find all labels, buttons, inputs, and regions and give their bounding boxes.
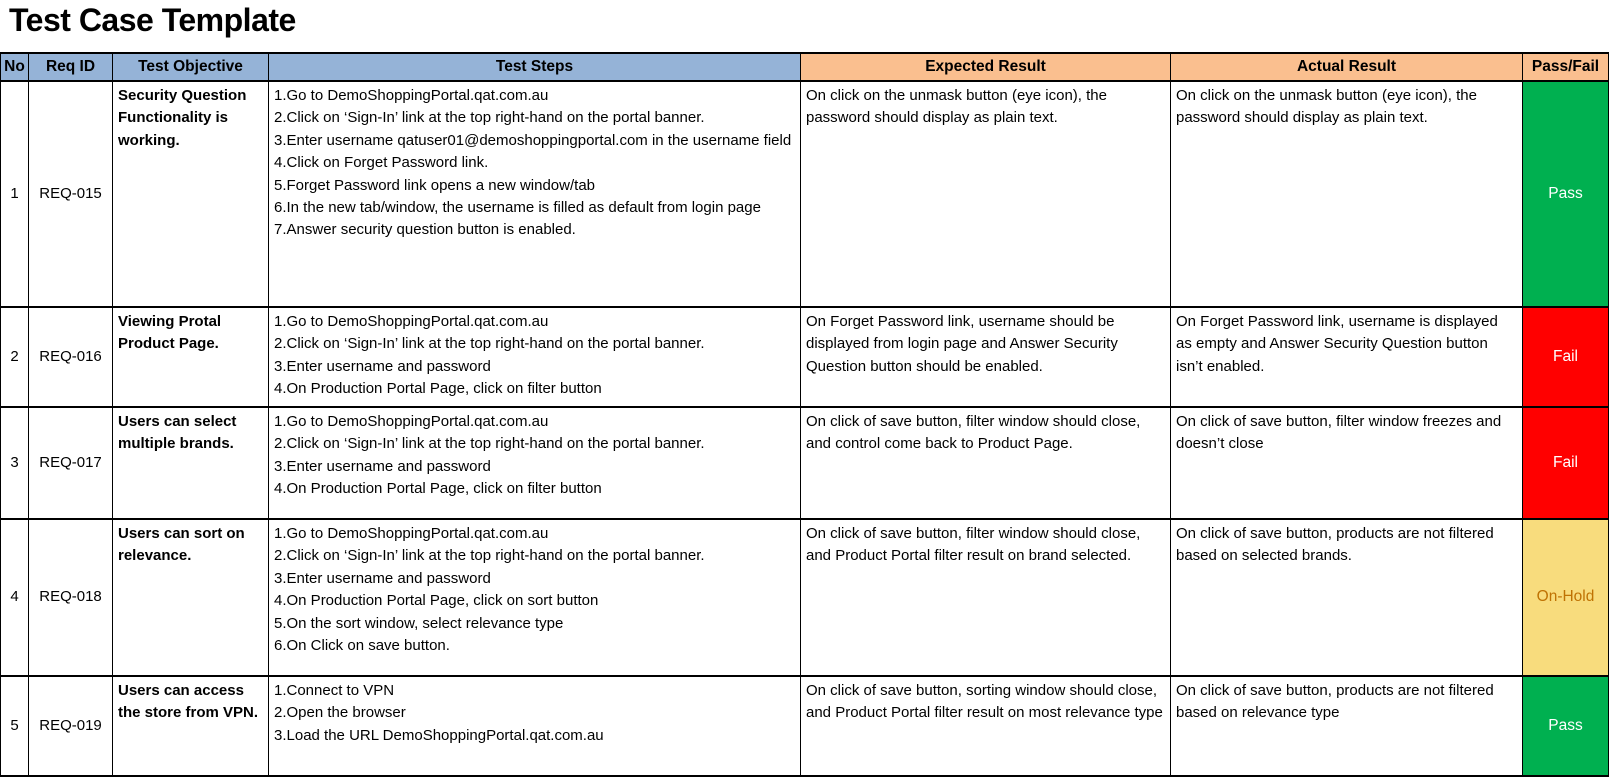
test-step: 4.On Production Portal Page, click on filter button — [274, 380, 602, 398]
cell-test-objective: Users can select multiple brands. — [113, 408, 269, 518]
cell-actual-result: On click of save button, products are not filtered based on relevance type — [1171, 677, 1523, 775]
cell-test-objective: Viewing Protal Product Page. — [113, 308, 269, 406]
test-step: 3.Enter username and password — [274, 357, 491, 375]
table-row — [1, 82, 1609, 308]
page-title: Test Case Template — [9, 2, 296, 38]
test-step: 1.Go to DemoShoppingPortal.qat.com.au — [274, 313, 549, 330]
test-step: 1.Connect to VPN — [274, 682, 395, 699]
cell-test-objective: Users can sort on relevance. — [113, 520, 269, 675]
cell-expected-result: On Forget Password link, username should be displayed from login page and Answer Security Question button should be enabled. — [801, 308, 1171, 406]
table-row — [1, 520, 1609, 677]
test-step: 2.Click on ‘Sign-In’ link at the top right-hand on the portal banner. — [274, 547, 705, 565]
cell-no: 4 — [1, 520, 29, 675]
test-case-table — [0, 52, 1609, 777]
test-step: 3.Enter username and password — [274, 569, 491, 587]
test-step: 4.On Production Portal Page, click on filter button — [274, 480, 602, 498]
test-step: 2.Click on ‘Sign-In’ link at the top right-hand on the portal banner. — [274, 335, 705, 353]
table-header-row — [1, 54, 1609, 82]
cell-test-steps — [269, 677, 801, 775]
status-badge: On-Hold — [1523, 520, 1609, 675]
cell-no: 5 — [1, 677, 29, 775]
cell-test-steps — [269, 408, 801, 518]
cell-no: 1 — [1, 82, 29, 306]
cell-req-id: REQ-018 — [29, 520, 113, 675]
cell-req-id: REQ-015 — [29, 82, 113, 306]
test-step: 2.Click on ‘Sign-In’ link at the top right-hand on the portal banner. — [274, 109, 705, 127]
column-header-req-id: Req ID — [29, 54, 113, 80]
column-header-test-steps: Test Steps — [269, 54, 801, 80]
cell-test-steps — [269, 82, 801, 306]
column-header-no: No — [1, 54, 29, 80]
status-badge: Pass — [1523, 82, 1609, 306]
test-step: 4.On Production Portal Page, click on sort button — [274, 592, 599, 610]
cell-actual-result: On click of save button, products are not filtered based on selected brands. — [1171, 520, 1523, 675]
column-header-test-objective: Test Objective — [113, 54, 269, 80]
test-step: 3.Enter username qatuser01@demoshoppingportal.com in the username field — [274, 131, 792, 149]
test-step: 6.On Click on save button. — [274, 637, 450, 655]
status-badge: Pass — [1523, 677, 1609, 775]
column-header-expected-result: Expected Result — [801, 54, 1171, 80]
test-step: 1.Go to DemoShoppingPortal.qat.com.au — [274, 87, 549, 104]
test-step: 7.Answer security question button is enabled. — [274, 221, 576, 239]
cell-actual-result: On click on the unmask button (eye icon), the password should display as plain text. — [1171, 82, 1523, 306]
test-step: 5.On the sort window, select relevance type — [274, 614, 564, 632]
test-step: 6.In the new tab/window, the username is filled as default from login page — [274, 199, 761, 217]
table-row — [1, 308, 1609, 408]
status-badge: Fail — [1523, 308, 1609, 406]
status-badge: Fail — [1523, 408, 1609, 518]
cell-req-id: REQ-019 — [29, 677, 113, 775]
cell-expected-result: On click of save button, filter window should close, and control come back to Product Page. — [801, 408, 1171, 518]
test-step: 2.Open the browser — [274, 704, 406, 722]
cell-test-steps — [269, 520, 801, 675]
test-step: 5.Forget Password link opens a new window/tab — [274, 176, 596, 194]
column-header-actual-result: Actual Result — [1171, 54, 1523, 80]
cell-test-steps — [269, 308, 801, 406]
cell-test-objective: Security Question Functionality is working. — [113, 82, 269, 306]
cell-no: 2 — [1, 308, 29, 406]
cell-no: 3 — [1, 408, 29, 518]
test-step: 3.Load the URL DemoShoppingPortal.qat.com.au — [274, 726, 604, 744]
cell-expected-result: On click of save button, sorting window should close, and Product Portal filter result on most relevance type — [801, 677, 1171, 775]
table-row — [1, 677, 1609, 777]
cell-actual-result: On click of save button, filter window freezes and doesn’t close — [1171, 408, 1523, 518]
cell-actual-result: On Forget Password link, username is displayed as empty and Answer Security Question button isn’t enabled. — [1171, 308, 1523, 406]
cell-expected-result: On click on the unmask button (eye icon), the password should display as plain text. — [801, 82, 1171, 306]
test-step: 2.Click on ‘Sign-In’ link at the top right-hand on the portal banner. — [274, 435, 705, 453]
table-row — [1, 408, 1609, 520]
test-step: 1.Go to DemoShoppingPortal.qat.com.au — [274, 413, 549, 430]
cell-expected-result: On click of save button, filter window should close, and Product Portal filter result on brand selected. — [801, 520, 1171, 675]
table-body — [1, 82, 1609, 777]
test-step: 1.Go to DemoShoppingPortal.qat.com.au — [274, 525, 549, 542]
test-step: 4.Click on Forget Password link. — [274, 154, 489, 172]
column-header-pass-fail: Pass/Fail — [1523, 54, 1609, 80]
cell-req-id: REQ-017 — [29, 408, 113, 518]
cell-req-id: REQ-016 — [29, 308, 113, 406]
test-step: 3.Enter username and password — [274, 457, 491, 475]
cell-test-objective: Users can access the store from VPN. — [113, 677, 269, 775]
